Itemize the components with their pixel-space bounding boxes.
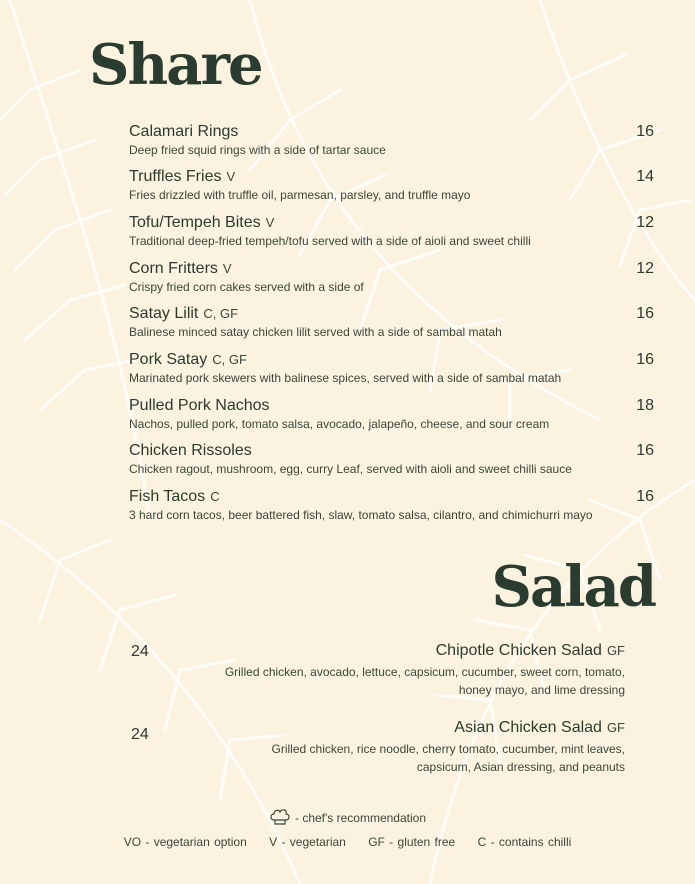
item-description: Traditional deep-fried tempeh/tofu served with a side of aioli and sweet chilli <box>129 234 531 248</box>
item-name: Tofu/Tempeh Bites <box>129 214 261 231</box>
salad-heading: Salad <box>491 554 655 620</box>
item-tag: V <box>226 169 236 184</box>
item-description: Fries drizzled with truffle oil, parmesan, parsley, and truffle mayo <box>129 188 471 202</box>
item-description-line: honey mayo, and lime dressing <box>458 683 625 697</box>
item-name: Asian Chicken Salad <box>454 719 602 736</box>
item-description-line: Grilled chicken, rice noodle, cherry tomato, cucumber, mint leaves, <box>271 742 625 756</box>
legend-vegetarian-option: VO - vegetarian option <box>123 835 247 849</box>
item-description-line: Grilled chicken, avocado, lettuce, capsicum, cucumber, sweet corn, tomato, <box>224 665 625 679</box>
item-description: Marinated pork skewers with balinese spices, served with a side of sambal matah <box>129 371 562 385</box>
item-price: 16 <box>636 351 654 368</box>
item-name: Satay Lilit <box>129 305 199 322</box>
item-tag: C <box>210 489 220 504</box>
item-name: Calamari Rings <box>129 123 239 140</box>
item-description: Balinese minced satay chicken lilit served with a side of sambal matah <box>129 325 502 339</box>
share-heading: Share <box>89 32 262 98</box>
item-price: 16 <box>636 305 654 322</box>
item-description: Deep fried squid rings with a side of tartar sauce <box>129 143 386 157</box>
menu-item <box>129 259 654 303</box>
menu-item <box>129 487 654 531</box>
item-tag: V <box>222 261 232 276</box>
item-name: Chipotle Chicken Salad <box>435 642 602 659</box>
item-name: Pulled Pork Nachos <box>129 397 270 414</box>
item-name: Fish Tacos <box>129 488 206 505</box>
item-tag: C, GF <box>203 306 239 321</box>
item-description-line: capsicum, Asian dressing, and peanuts <box>416 760 625 774</box>
chef-recommendation-legend <box>0 808 695 827</box>
menu-item <box>129 441 654 485</box>
item-description: Nachos, pulled pork, tomato salsa, avocado, jalapeño, cheese, and sour cream <box>129 417 550 431</box>
item-description: Crispy fried corn cakes served with a side of <box>129 280 364 294</box>
menu-item <box>129 122 654 166</box>
item-description: Chicken ragout, mushroom, egg, curry Leaf, served with aioli and sweet chilli sauce <box>129 462 572 476</box>
menu-item <box>131 641 625 701</box>
item-tag: GF <box>606 720 625 735</box>
legend-vegetarian: V - vegetarian <box>269 835 346 849</box>
item-name: Corn Fritters <box>129 260 218 277</box>
item-price: 24 <box>131 726 149 743</box>
item-price: 14 <box>636 168 654 185</box>
menu-item <box>129 396 654 440</box>
item-tag: C, GF <box>212 352 247 367</box>
item-name: Pork Satay <box>129 351 208 368</box>
item-price: 16 <box>636 442 654 459</box>
menu-item <box>129 167 654 211</box>
menu-item <box>129 350 654 394</box>
item-description: 3 hard corn tacos, beer battered fish, slaw, tomato salsa, cilantro, and chimichurri mayo <box>129 508 593 522</box>
legend-gluten-free: GF - gluten free <box>368 835 456 849</box>
item-name: Chicken Rissoles <box>129 442 252 459</box>
menu-item <box>129 304 654 348</box>
item-tag: GF <box>606 643 625 658</box>
item-description <box>155 740 625 776</box>
item-description <box>155 663 625 699</box>
item-price: 16 <box>636 488 654 505</box>
item-name: Truffles Fries <box>129 168 222 185</box>
item-price: 16 <box>636 123 654 140</box>
item-price: 12 <box>636 214 654 231</box>
chef-recommendation-label: - chef's recommendation <box>294 811 426 825</box>
chef-hat-icon <box>269 808 291 826</box>
dietary-legend <box>0 833 695 851</box>
item-tag: V <box>265 215 275 230</box>
item-price: 24 <box>131 643 149 660</box>
menu-item <box>131 718 625 778</box>
menu-item <box>129 213 654 257</box>
item-price: 18 <box>636 397 654 414</box>
legend-contains-chilli: C - contains chilli <box>477 835 572 849</box>
item-price: 12 <box>636 260 654 277</box>
